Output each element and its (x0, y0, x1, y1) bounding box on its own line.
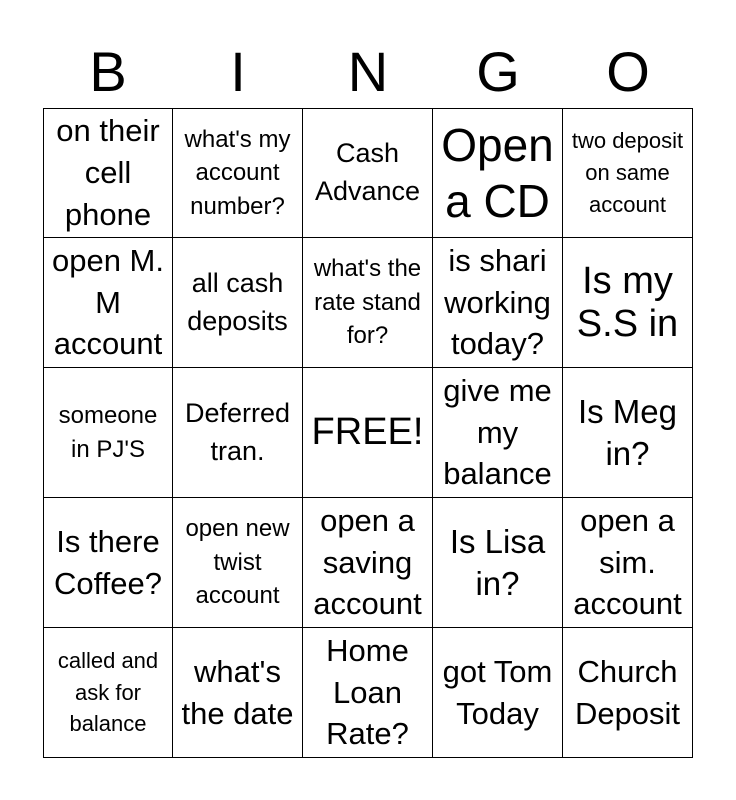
bingo-cell[interactable] (173, 498, 303, 628)
bingo-cell[interactable] (433, 108, 563, 238)
bingo-cell[interactable] (563, 238, 693, 368)
bingo-cell[interactable] (303, 498, 433, 628)
bingo-cell-text: what's the date (181, 653, 294, 731)
bingo-cell-text: is shari working today? (444, 242, 551, 362)
bingo-cell-text: got Tom Today (442, 653, 553, 731)
bingo-cell[interactable] (173, 628, 303, 758)
bingo-cell[interactable] (433, 238, 563, 368)
header-letter-g: G (476, 40, 520, 103)
bingo-cell-text: on their cell phone (56, 113, 160, 232)
bingo-cell[interactable] (43, 628, 173, 758)
bingo-cell[interactable] (563, 628, 693, 758)
free-space-text: FREE! (311, 411, 424, 454)
bingo-cell[interactable] (303, 628, 433, 758)
bingo-cell[interactable] (43, 238, 173, 368)
bingo-cell-text: Is Meg in? (577, 393, 678, 472)
bingo-cell[interactable] (433, 498, 563, 628)
bingo-cell-text: Cash Advance (314, 138, 421, 206)
header-letter-i: I (230, 40, 246, 103)
bingo-cell-text: Church Deposit (574, 653, 681, 731)
bingo-cell-text: someone in PJ'S (58, 401, 158, 463)
bingo-card-grid (43, 108, 693, 758)
bingo-cell[interactable] (173, 108, 303, 238)
bingo-cell[interactable] (303, 108, 433, 238)
bingo-cell-text: what's my account number? (184, 125, 291, 220)
bingo-cell[interactable] (303, 368, 433, 498)
bingo-cell-text: two deposit on same account (571, 128, 684, 217)
bingo-cell[interactable] (43, 498, 173, 628)
bingo-cell-text: Open a CD (441, 118, 554, 227)
bingo-cell-text: Deferred tran. (184, 397, 291, 466)
bingo-cell-text: Is there Coffee? (53, 523, 162, 601)
bingo-cell-text: what's the rate stand for? (313, 255, 422, 350)
bingo-cell[interactable] (43, 368, 173, 498)
header-letter-n: N (347, 40, 389, 103)
bingo-cell-text: open a sim. account (573, 502, 682, 622)
bingo-cell-text: all cash deposits (187, 267, 288, 336)
bingo-cell[interactable] (173, 238, 303, 368)
bingo-cell-text: open M. M account (51, 242, 164, 362)
bingo-cell[interactable] (303, 238, 433, 368)
bingo-cell[interactable] (433, 368, 563, 498)
bingo-cell-text: called and ask for balance (57, 647, 159, 737)
bingo-cell[interactable] (43, 108, 173, 238)
bingo-cell-text: give me my balance (443, 372, 552, 492)
bingo-cell[interactable] (563, 108, 693, 238)
bingo-cell[interactable] (173, 368, 303, 498)
bingo-cell-text: Is my S.S in (576, 259, 679, 345)
header-letter-o: O (606, 40, 650, 103)
bingo-cell-text: Is Lisa in? (449, 523, 546, 602)
bingo-cell-text: open a saving account (313, 502, 422, 622)
bingo-header (43, 36, 693, 108)
bingo-cell[interactable] (563, 368, 693, 498)
header-letter-b: B (89, 40, 127, 103)
bingo-cell[interactable] (563, 498, 693, 628)
bingo-cell[interactable] (433, 628, 563, 758)
bingo-cell-text: open new twist account (185, 515, 290, 610)
bingo-cell-text: Home Loan Rate? (326, 632, 409, 752)
